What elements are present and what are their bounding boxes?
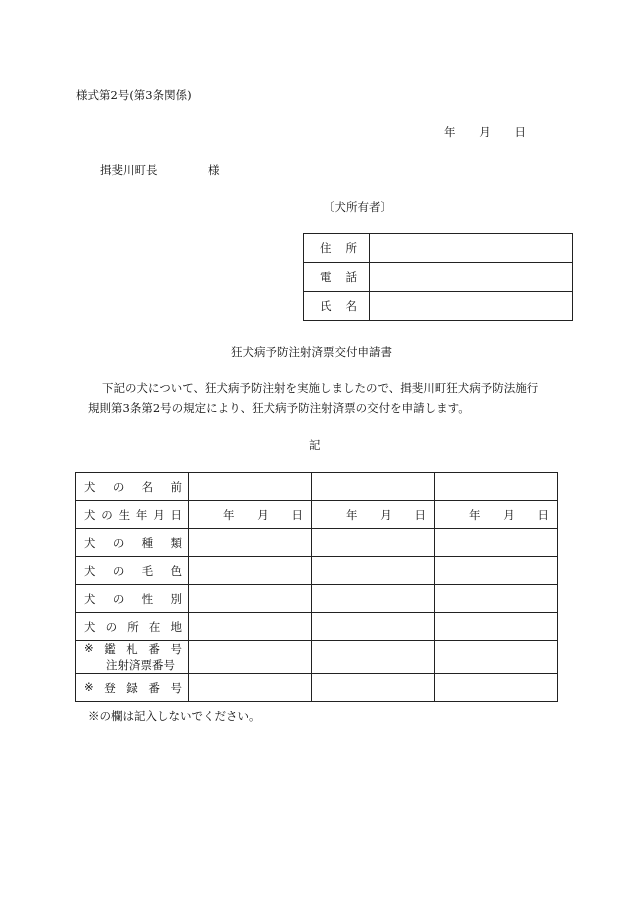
dog-color-cell-1[interactable] — [189, 557, 312, 585]
dog-birthdate-cell-2[interactable]: 年 月 日 — [312, 501, 435, 529]
dog-row-color — [76, 557, 558, 585]
date-line — [444, 124, 526, 140]
license-tag-label: ※ 鑑 札 番 号 — [84, 641, 182, 656]
dog-birthdate-label: 犬 の 生 年 月 日 — [84, 507, 182, 522]
dog-info-table — [75, 472, 558, 702]
owner-phone-label: 電 話 — [320, 270, 357, 284]
registration-number-label: ※ 登 録 番 号 — [84, 679, 182, 695]
dog-name-cell-1[interactable] — [189, 473, 312, 501]
date-month-label: 月 — [479, 125, 491, 139]
dog-row-location — [76, 613, 558, 641]
dog-sex-cell-1[interactable] — [189, 585, 312, 613]
date-year-label: 年 — [444, 125, 456, 139]
dog-location-cell-3[interactable] — [435, 613, 558, 641]
owner-address-label: 住 所 — [320, 241, 357, 255]
dog-sex-label: 犬 の 性 別 — [84, 591, 182, 606]
body-line-1: 下記の犬について、狂犬病予防注射を実施しましたので、揖斐川町狂犬病予防法施行 — [102, 381, 539, 395]
owner-row-name — [304, 292, 573, 321]
owner-row-phone — [304, 263, 573, 292]
dog-row-registration — [76, 674, 558, 702]
ki-heading: 記 — [309, 438, 321, 452]
dog-color-label: 犬 の 毛 色 — [84, 563, 182, 578]
dog-row-sex — [76, 585, 558, 613]
license-tag-cell-1[interactable] — [189, 641, 312, 674]
dog-location-cell-2[interactable] — [312, 613, 435, 641]
owner-heading: 〔犬所有者〕 — [323, 200, 392, 214]
dog-location-cell-1[interactable] — [189, 613, 312, 641]
dog-location-label: 犬 の 所 在 地 — [84, 619, 182, 634]
dog-color-cell-3[interactable] — [435, 557, 558, 585]
dog-row-license-tag — [76, 641, 558, 674]
dog-name-cell-3[interactable] — [435, 473, 558, 501]
registration-cell-2[interactable] — [312, 674, 435, 702]
document-title: 狂犬病予防注射済票交付申請書 — [231, 345, 392, 359]
owner-name-field[interactable] — [370, 292, 573, 321]
dog-row-breed — [76, 529, 558, 557]
body-line-2: 規則第3条第2号の規定により、狂犬病予防注射済票の交付を申請します。 — [88, 401, 470, 415]
dog-name-cell-2[interactable] — [312, 473, 435, 501]
addressee-honorific: 様 — [208, 163, 220, 177]
dog-row-birthdate — [76, 501, 558, 529]
dog-breed-cell-3[interactable] — [435, 529, 558, 557]
owner-row-address — [304, 234, 573, 263]
license-tag-cell-3[interactable] — [435, 641, 558, 674]
owner-address-field[interactable] — [370, 234, 573, 263]
registration-cell-1[interactable] — [189, 674, 312, 702]
addressee-name: 揖斐川町長 — [100, 163, 158, 177]
dog-breed-label: 犬 の 種 類 — [84, 535, 182, 550]
license-tag-cell-2[interactable] — [312, 641, 435, 674]
dog-sex-cell-3[interactable] — [435, 585, 558, 613]
injection-tag-label: 注射済票番号 — [106, 658, 175, 672]
dog-breed-cell-2[interactable] — [312, 529, 435, 557]
dog-name-label: 犬 の 名 前 — [84, 479, 182, 494]
dog-sex-cell-2[interactable] — [312, 585, 435, 613]
form-number: 様式第2号(第3条関係) — [76, 88, 192, 102]
footnote: ※の欄は記入しないでください。 — [88, 709, 261, 723]
dog-breed-cell-1[interactable] — [189, 529, 312, 557]
dog-birthdate-cell-3[interactable]: 年 月 日 — [435, 501, 558, 529]
owner-table — [303, 233, 573, 321]
owner-name-label: 氏 名 — [320, 299, 357, 313]
date-day-label: 日 — [514, 125, 526, 139]
owner-phone-field[interactable] — [370, 263, 573, 292]
dog-color-cell-2[interactable] — [312, 557, 435, 585]
dog-row-name — [76, 473, 558, 501]
registration-cell-3[interactable] — [435, 674, 558, 702]
dog-birthdate-cell-1[interactable]: 年 月 日 — [189, 501, 312, 529]
